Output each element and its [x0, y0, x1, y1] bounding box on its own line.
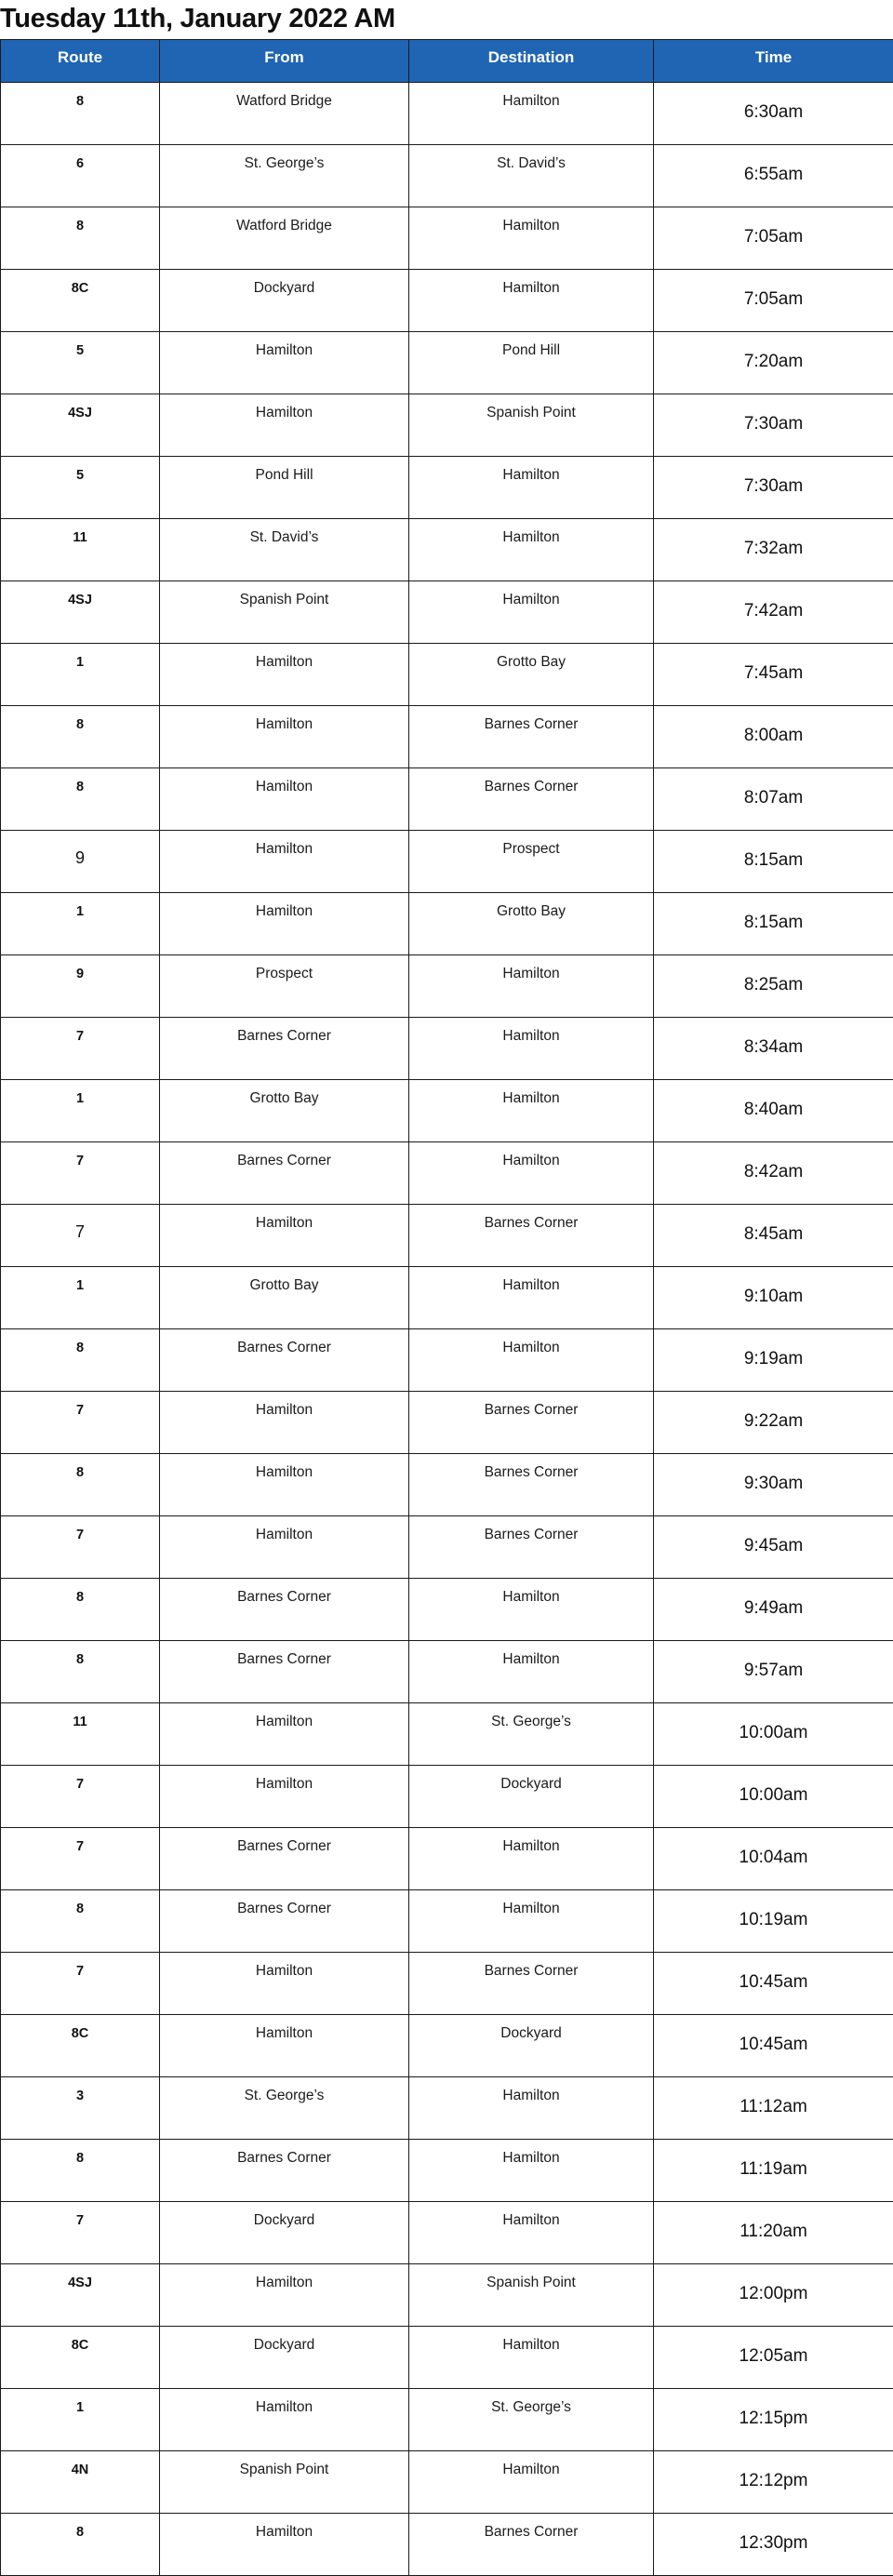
route-cell: 8: [1, 83, 160, 145]
time-cell: 10:45am: [654, 2015, 893, 2077]
table-row: [1, 1828, 893, 1890]
table-row: [1, 1205, 893, 1267]
dest-cell: Pond Hill: [409, 332, 654, 394]
route-cell: 4SJ: [1, 2264, 160, 2327]
route-cell: 8: [1, 2514, 160, 2576]
from-cell: Hamilton: [160, 2264, 409, 2327]
from-cell: Hamilton: [160, 2389, 409, 2451]
from-cell: Hamilton: [160, 768, 409, 831]
time-cell: 10:04am: [654, 1828, 893, 1890]
table-row: [1, 207, 893, 270]
table-row: [1, 1516, 893, 1579]
from-cell: Watford Bridge: [160, 83, 409, 145]
dest-cell: Hamilton: [409, 955, 654, 1018]
route-cell: 7: [1, 1392, 160, 1454]
dest-cell: Hamilton: [409, 581, 654, 644]
route-cell: 1: [1, 1080, 160, 1142]
dest-cell: Hamilton: [409, 83, 654, 145]
from-cell: Spanish Point: [160, 2451, 409, 2514]
from-cell: Hamilton: [160, 2514, 409, 2576]
from-cell: St. George’s: [160, 145, 409, 207]
table-row: [1, 270, 893, 332]
time-cell: 8:15am: [654, 893, 893, 955]
time-cell: 7:30am: [654, 394, 893, 457]
table-row: [1, 581, 893, 644]
from-cell: Barnes Corner: [160, 1142, 409, 1205]
from-cell: Pond Hill: [160, 457, 409, 519]
column-header-route: [1, 40, 160, 83]
route-cell: 8C: [1, 270, 160, 332]
route-cell: 1: [1, 644, 160, 706]
dest-cell: Hamilton: [409, 457, 654, 519]
route-cell: 8: [1, 1454, 160, 1516]
route-cell: 8: [1, 207, 160, 270]
column-header-from-label: From: [264, 48, 304, 66]
route-cell: 4SJ: [1, 581, 160, 644]
time-cell: 12:05am: [654, 2327, 893, 2389]
table-row: [1, 2327, 893, 2389]
time-cell: 6:55am: [654, 145, 893, 207]
dest-cell: Hamilton: [409, 519, 654, 581]
table-row: [1, 2514, 893, 2576]
dest-cell: Grotto Bay: [409, 893, 654, 955]
dest-cell: Hamilton: [409, 2077, 654, 2140]
time-cell: 6:30am: [654, 83, 893, 145]
from-cell: Hamilton: [160, 1205, 409, 1267]
route-cell: 7: [1, 1953, 160, 2015]
time-cell: 8:00am: [654, 706, 893, 768]
table-row: [1, 831, 893, 893]
from-cell: St. George’s: [160, 2077, 409, 2140]
route-cell: 11: [1, 1703, 160, 1766]
time-cell: 9:45am: [654, 1516, 893, 1579]
table-row: [1, 2202, 893, 2264]
time-cell: 8:42am: [654, 1142, 893, 1205]
time-cell: 9:22am: [654, 1392, 893, 1454]
dest-cell: Hamilton: [409, 2451, 654, 2514]
dest-cell: Hamilton: [409, 2327, 654, 2389]
from-cell: Barnes Corner: [160, 1579, 409, 1641]
dest-cell: Hamilton: [409, 1142, 654, 1205]
dest-cell: St. George’s: [409, 2389, 654, 2451]
time-cell: 9:19am: [654, 1329, 893, 1392]
table-row: [1, 332, 893, 394]
column-header-from: [160, 40, 409, 83]
time-cell: 8:07am: [654, 768, 893, 831]
time-cell: 8:34am: [654, 1018, 893, 1080]
table-row: [1, 706, 893, 768]
table-row: [1, 1142, 893, 1205]
bus-schedule-table: [0, 39, 893, 2576]
table-row: [1, 1329, 893, 1392]
route-cell: 8: [1, 1579, 160, 1641]
table-row: [1, 1579, 893, 1641]
from-cell: Dockyard: [160, 2327, 409, 2389]
dest-cell: Dockyard: [409, 1766, 654, 1828]
time-cell: 12:15pm: [654, 2389, 893, 2451]
dest-cell: Hamilton: [409, 1018, 654, 1080]
dest-cell: Hamilton: [409, 1080, 654, 1142]
time-cell: 7:30am: [654, 457, 893, 519]
table-row: [1, 145, 893, 207]
route-cell: 8: [1, 1329, 160, 1392]
from-cell: Hamilton: [160, 1766, 409, 1828]
dest-cell: St. David’s: [409, 145, 654, 207]
dest-cell: Spanish Point: [409, 394, 654, 457]
time-cell: 10:45am: [654, 1953, 893, 2015]
dest-cell: Dockyard: [409, 2015, 654, 2077]
from-cell: Barnes Corner: [160, 2140, 409, 2202]
table-row: [1, 1703, 893, 1766]
table-row: [1, 1080, 893, 1142]
dest-cell: Hamilton: [409, 1329, 654, 1392]
time-cell: 7:32am: [654, 519, 893, 581]
dest-cell: Hamilton: [409, 1828, 654, 1890]
table-row: [1, 1641, 893, 1703]
from-cell: Barnes Corner: [160, 1329, 409, 1392]
dest-cell: Hamilton: [409, 270, 654, 332]
table-row: [1, 1392, 893, 1454]
time-cell: 12:30pm: [654, 2514, 893, 2576]
table-row: [1, 2077, 893, 2140]
dest-cell: Hamilton: [409, 1890, 654, 1953]
table-row: [1, 1454, 893, 1516]
from-cell: Hamilton: [160, 1953, 409, 2015]
route-cell: 5: [1, 332, 160, 394]
table-row: [1, 1018, 893, 1080]
column-header-time-label: Time: [755, 48, 792, 66]
from-cell: Hamilton: [160, 893, 409, 955]
from-cell: Barnes Corner: [160, 1890, 409, 1953]
table-row: [1, 394, 893, 457]
column-header-destination-label: Destination: [488, 48, 575, 66]
table-row: [1, 457, 893, 519]
from-cell: Grotto Bay: [160, 1267, 409, 1329]
dest-cell: St. George’s: [409, 1703, 654, 1766]
table-row: [1, 893, 893, 955]
route-cell: 6: [1, 145, 160, 207]
dest-cell: Hamilton: [409, 1641, 654, 1703]
route-cell: 1: [1, 1267, 160, 1329]
table-row: [1, 1267, 893, 1329]
time-cell: 7:42am: [654, 581, 893, 644]
from-cell: Hamilton: [160, 1454, 409, 1516]
route-cell: 11: [1, 519, 160, 581]
route-cell: 1: [1, 893, 160, 955]
route-cell: 8: [1, 1641, 160, 1703]
from-cell: Hamilton: [160, 1392, 409, 1454]
time-cell: 7:45am: [654, 644, 893, 706]
table-row: [1, 2015, 893, 2077]
from-cell: Barnes Corner: [160, 1828, 409, 1890]
route-cell: 4N: [1, 2451, 160, 2514]
column-header-route-label: Route: [58, 48, 102, 66]
table-row: [1, 83, 893, 145]
time-cell: 9:49am: [654, 1579, 893, 1641]
dest-cell: Prospect: [409, 831, 654, 893]
table-row: [1, 1766, 893, 1828]
time-cell: 10:19am: [654, 1890, 893, 1953]
column-header-time: [654, 40, 893, 83]
dest-cell: Grotto Bay: [409, 644, 654, 706]
dest-cell: Hamilton: [409, 1267, 654, 1329]
from-cell: Prospect: [160, 955, 409, 1018]
dest-cell: Barnes Corner: [409, 1953, 654, 2015]
table-row: [1, 519, 893, 581]
from-cell: Hamilton: [160, 831, 409, 893]
route-cell: 1: [1, 2389, 160, 2451]
header-row: [1, 40, 893, 83]
route-cell: 8: [1, 2140, 160, 2202]
from-cell: Dockyard: [160, 270, 409, 332]
table-row: [1, 2389, 893, 2451]
time-cell: 8:45am: [654, 1205, 893, 1267]
route-cell: 7: [1, 1766, 160, 1828]
time-cell: 11:20am: [654, 2202, 893, 2264]
route-cell: 7: [1, 1205, 160, 1267]
time-cell: 10:00am: [654, 1766, 893, 1828]
time-cell: 12:12pm: [654, 2451, 893, 2514]
table-row: [1, 1953, 893, 2015]
route-cell: 3: [1, 2077, 160, 2140]
table-row: [1, 1890, 893, 1953]
from-cell: Spanish Point: [160, 581, 409, 644]
table-row: [1, 644, 893, 706]
table-row: [1, 768, 893, 831]
dest-cell: Barnes Corner: [409, 768, 654, 831]
from-cell: Hamilton: [160, 1516, 409, 1579]
route-cell: 7: [1, 2202, 160, 2264]
time-cell: 12:00pm: [654, 2264, 893, 2327]
dest-cell: Barnes Corner: [409, 1516, 654, 1579]
from-cell: Dockyard: [160, 2202, 409, 2264]
dest-cell: Barnes Corner: [409, 1454, 654, 1516]
time-cell: 7:05am: [654, 207, 893, 270]
dest-cell: Hamilton: [409, 207, 654, 270]
time-cell: 8:25am: [654, 955, 893, 1018]
route-cell: 5: [1, 457, 160, 519]
time-cell: 8:40am: [654, 1080, 893, 1142]
route-cell: 8: [1, 706, 160, 768]
time-cell: 11:19am: [654, 2140, 893, 2202]
dest-cell: Barnes Corner: [409, 706, 654, 768]
from-cell: Hamilton: [160, 644, 409, 706]
time-cell: 8:15am: [654, 831, 893, 893]
route-cell: 7: [1, 1018, 160, 1080]
route-cell: 9: [1, 831, 160, 893]
from-cell: Hamilton: [160, 332, 409, 394]
from-cell: Hamilton: [160, 706, 409, 768]
from-cell: Watford Bridge: [160, 207, 409, 270]
time-cell: 11:12am: [654, 2077, 893, 2140]
dest-cell: Barnes Corner: [409, 1392, 654, 1454]
column-header-destination: [409, 40, 654, 83]
route-cell: 8: [1, 1890, 160, 1953]
time-cell: 10:00am: [654, 1703, 893, 1766]
page-title: Tuesday 11th, January 2022 AM: [0, 0, 395, 37]
table-body: [1, 83, 893, 2576]
from-cell: St. David’s: [160, 519, 409, 581]
dest-cell: Hamilton: [409, 2202, 654, 2264]
from-cell: Hamilton: [160, 1703, 409, 1766]
time-cell: 9:57am: [654, 1641, 893, 1703]
table-header: [1, 40, 893, 83]
from-cell: Hamilton: [160, 2015, 409, 2077]
table-row: [1, 2264, 893, 2327]
from-cell: Hamilton: [160, 394, 409, 457]
from-cell: Barnes Corner: [160, 1641, 409, 1703]
dest-cell: Barnes Corner: [409, 2514, 654, 2576]
time-cell: 9:30am: [654, 1454, 893, 1516]
route-cell: 7: [1, 1828, 160, 1890]
route-cell: 7: [1, 1516, 160, 1579]
route-cell: 7: [1, 1142, 160, 1205]
route-cell: 8C: [1, 2015, 160, 2077]
table-row: [1, 2140, 893, 2202]
table-row: [1, 2451, 893, 2514]
dest-cell: Hamilton: [409, 1579, 654, 1641]
route-cell: 8C: [1, 2327, 160, 2389]
route-cell: 4SJ: [1, 394, 160, 457]
table-row: [1, 955, 893, 1018]
route-cell: 9: [1, 955, 160, 1018]
time-cell: 7:20am: [654, 332, 893, 394]
time-cell: 7:05am: [654, 270, 893, 332]
from-cell: Barnes Corner: [160, 1018, 409, 1080]
from-cell: Grotto Bay: [160, 1080, 409, 1142]
dest-cell: Barnes Corner: [409, 1205, 654, 1267]
time-cell: 9:10am: [654, 1267, 893, 1329]
dest-cell: Spanish Point: [409, 2264, 654, 2327]
route-cell: 8: [1, 768, 160, 831]
dest-cell: Hamilton: [409, 2140, 654, 2202]
